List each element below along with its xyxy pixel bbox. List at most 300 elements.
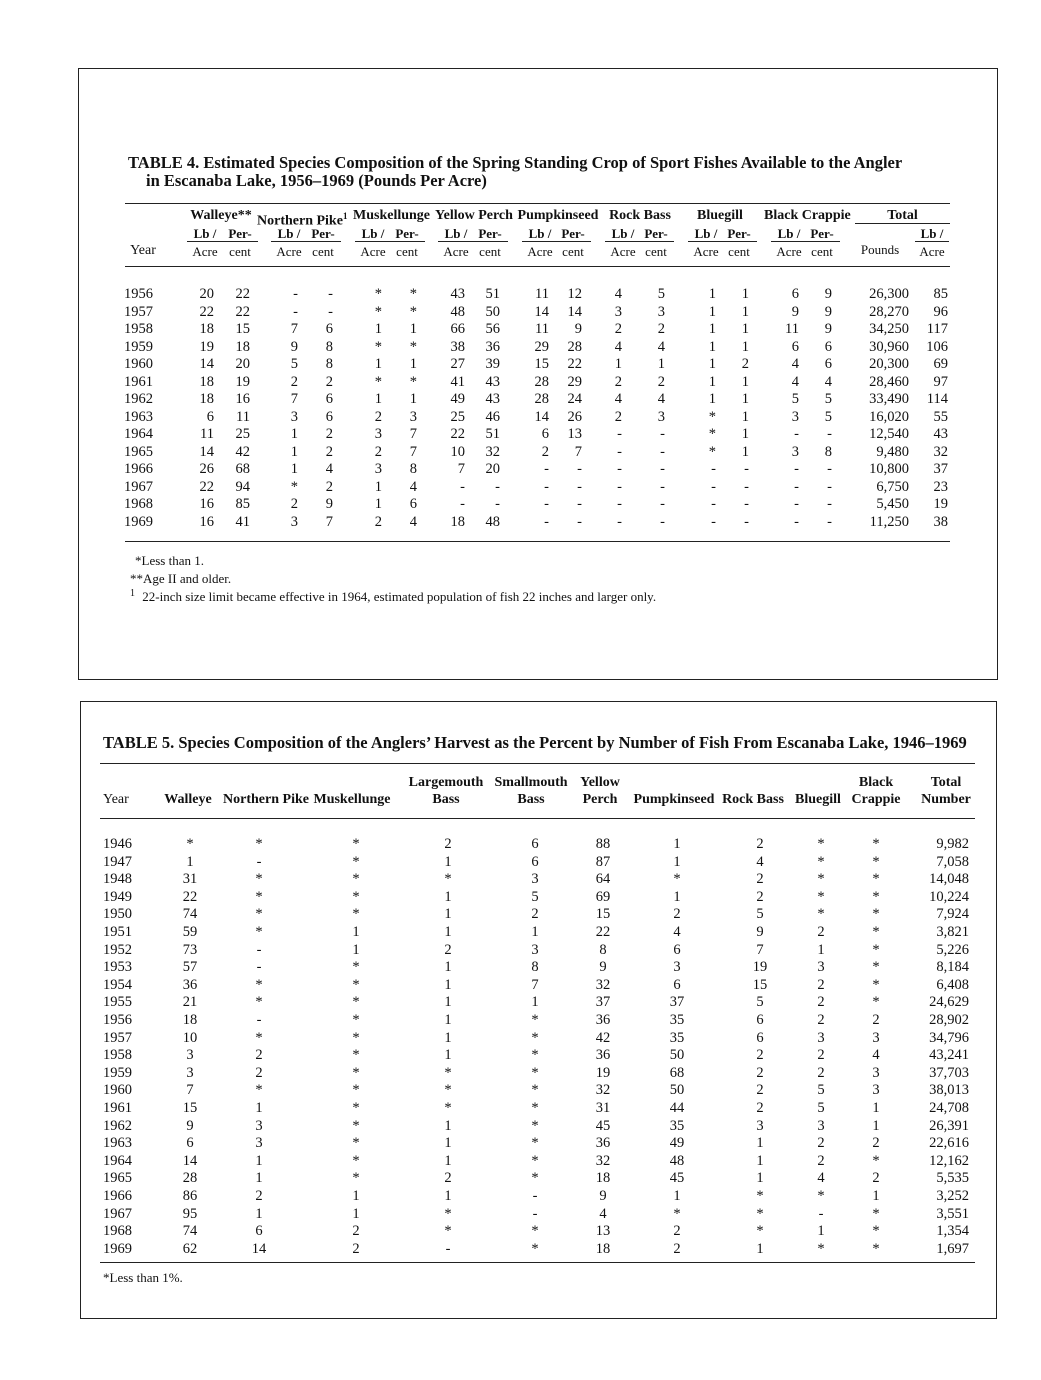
table5-value-cell: 18 (182, 1012, 198, 1028)
table5-value-cell: * (444, 1064, 452, 1081)
table5-year-cell: 1947 (103, 853, 132, 870)
table4-value-cell: 5 (791, 391, 799, 407)
table4-value-cell: - (794, 496, 799, 512)
table5-value-cell: 1 (673, 836, 681, 852)
table4-value-cell: 6 (325, 391, 333, 407)
table4-value-cell: 22 (235, 286, 250, 302)
table5-value-cell: 5 (817, 1082, 825, 1099)
table5-value-cell: * (352, 1135, 360, 1152)
table5-value-cell: 1 (444, 888, 452, 905)
table4-value-cell: 9 (325, 496, 333, 512)
table4-value-cell: 1 (741, 426, 749, 442)
table4-value-cell: 43 (485, 373, 500, 390)
table4-value-cell: 97 (933, 373, 948, 390)
table5-value-cell: 64 (595, 871, 611, 888)
table4-value-cell: 2 (325, 426, 333, 442)
table5-total-cell: 28,902 (929, 1012, 969, 1028)
table4-year-cell: 1961 (124, 373, 153, 390)
table5-value-cell: * (872, 1223, 880, 1240)
table4-value-cell: 1 (741, 286, 749, 302)
table5-value-cell: 1 (255, 1152, 263, 1169)
table5-year-cell: 1963 (103, 1135, 132, 1152)
table4-value-cell: 22 (567, 356, 582, 372)
table5-year-cell: 1946 (103, 836, 132, 852)
table4-value-cell: 2 (374, 513, 382, 530)
lb-acre-header-bottom: Acre (693, 244, 719, 259)
table5-value-cell: * (352, 1029, 360, 1046)
table5-value-cell: 3 (817, 1029, 825, 1046)
table5-total-cell: 5,226 (936, 941, 969, 958)
table4-value-cell: 3 (290, 408, 298, 425)
table4-value-cell: 4 (791, 356, 799, 372)
table5-value-cell: 5 (817, 1100, 825, 1116)
lb-acre-header-top: Lb / (522, 227, 558, 242)
table4-value-cell: 94 (235, 478, 250, 495)
table5-value-cell: 3 (186, 1064, 194, 1081)
table5-value-cell: 2 (444, 1170, 452, 1187)
table4-value-cell: - (660, 426, 665, 442)
table5-column-header-bottom: Crappie (851, 792, 901, 807)
table5-value-cell: * (872, 1152, 880, 1169)
table5-value-cell: 57 (182, 959, 198, 976)
table4-species-header: Bluegill (697, 208, 743, 223)
table4-value-cell: 6 (325, 408, 333, 425)
table5-value-cell: 14 (182, 1152, 198, 1169)
table5-column-header-top: Yellow (580, 775, 620, 790)
table5-value-cell: * (352, 853, 360, 870)
table5-value-cell: * (352, 1064, 360, 1081)
table4-value-cell: - (660, 496, 665, 512)
table5-value-cell: * (817, 871, 825, 888)
table5-total-cell: 43,241 (929, 1047, 969, 1064)
table4-value-cell: - (660, 513, 665, 530)
table4-value-cell: 8 (824, 443, 832, 460)
table5-total-cell: 38,013 (929, 1082, 969, 1099)
table5-column-header: Rock Bass (722, 792, 784, 807)
table4-value-cell: 26 (199, 461, 214, 477)
table4-value-cell: 1 (374, 356, 382, 372)
table4-value-cell: 3 (657, 408, 665, 425)
table5-value-cell: 1 (255, 1205, 263, 1222)
table5-value-cell: 4 (817, 1170, 825, 1187)
table5-value-cell: 62 (182, 1240, 198, 1257)
table5-value-cell: 6 (255, 1223, 263, 1240)
table5-value-cell: 1 (756, 1240, 764, 1257)
table5-column-header: Northern Pike (223, 792, 309, 807)
table4-value-cell: 14 (199, 356, 214, 372)
table4-value-cell: 1 (614, 356, 622, 372)
table5-value-cell: * (872, 976, 880, 993)
table4-value-cell: 2 (614, 373, 622, 390)
table4-year-cell: 1957 (124, 303, 153, 320)
table5-total-cell: 24,629 (929, 994, 969, 1011)
table4-value-cell: 49 (450, 391, 465, 407)
table5-value-cell: 1 (255, 1170, 263, 1187)
table4-value-cell: 56 (485, 321, 500, 337)
table4-value-cell: - (577, 513, 582, 530)
table4-value-cell: - (544, 461, 549, 477)
table5-year-cell: 1964 (103, 1152, 132, 1169)
table5-year-cell: 1955 (103, 994, 132, 1011)
table5-value-cell: 36 (595, 1047, 611, 1064)
table4-value-cell: 2 (614, 408, 622, 425)
table4-value-cell: 4 (791, 373, 799, 390)
table4-value-cell: 38 (450, 338, 465, 355)
table4-value-cell: 30,960 (869, 338, 909, 355)
table4-value-cell: - (827, 496, 832, 512)
table4-value-cell: 4 (657, 391, 665, 407)
table5-value-cell: 1 (756, 1152, 764, 1169)
table4-value-cell: 26 (567, 408, 582, 425)
table5-column-header: Walleye (164, 792, 212, 807)
table4-value-cell: - (794, 461, 799, 477)
table4-value-cell: 3 (374, 426, 382, 442)
table5-value-cell: * (444, 1223, 452, 1240)
table4-value-cell: 51 (485, 286, 500, 302)
table4-value-cell: 20 (199, 286, 214, 302)
table5-year-cell: 1966 (103, 1188, 132, 1204)
table4-value-cell: 2 (374, 408, 382, 425)
table5-footnote: *Less than 1%. (103, 1270, 183, 1285)
table4-value-cell: 85 (933, 286, 948, 302)
table5-value-cell: 4 (599, 1205, 607, 1222)
table4-value-cell: 2 (325, 443, 333, 460)
table4-value-cell: 6 (824, 338, 832, 355)
table5-value-cell: 19 (752, 959, 768, 976)
table5-value-cell: * (531, 1100, 539, 1116)
table5-total-cell: 14,048 (929, 871, 969, 888)
table5-value-cell: * (531, 1082, 539, 1099)
table5-value-cell: * (673, 1205, 681, 1222)
table5-year-cell: 1965 (103, 1170, 132, 1187)
table5-value-cell: 37 (669, 994, 685, 1011)
table4-value-cell: 5 (824, 408, 832, 425)
table5-value-cell: * (673, 871, 681, 888)
table4-value-cell: 51 (485, 426, 500, 442)
table4-value-cell: 10,800 (869, 461, 909, 477)
table5-value-cell: 32 (595, 1082, 611, 1099)
table5-value-cell: 88 (595, 836, 611, 852)
table5-value-cell: 6 (673, 976, 681, 993)
table5-value-cell: 2 (255, 1047, 263, 1064)
table4-value-cell: - (617, 513, 622, 530)
table5-value-cell: * (352, 959, 360, 976)
table5-value-cell: 2 (872, 1012, 880, 1028)
table5-value-cell: 2 (352, 1223, 360, 1240)
table5-value-cell: 32 (595, 976, 611, 993)
percent-header-top: Per- (555, 227, 591, 242)
table5-year-cell: 1968 (103, 1223, 132, 1240)
table4-value-cell: 25 (235, 426, 250, 442)
table4-value-cell: 32 (933, 443, 948, 460)
table4-value-cell: 20 (235, 356, 250, 372)
table5-value-cell: 1 (444, 853, 452, 870)
table4-value-cell: 2 (374, 443, 382, 460)
table4-value-cell: 39 (485, 356, 500, 372)
table5-value-cell: 5 (531, 888, 539, 905)
table4-value-cell: - (577, 496, 582, 512)
table5-total-cell: 1,354 (936, 1223, 969, 1240)
table4-value-cell: 1 (708, 391, 716, 407)
total-lb-header-bottom: Acre (919, 244, 945, 259)
table5-value-cell: 1 (444, 1152, 452, 1169)
table4-value-cell: 48 (450, 303, 465, 320)
table4-value-cell: 9 (290, 338, 298, 355)
table4-value-cell: - (744, 478, 749, 495)
table4-year-cell: 1967 (124, 478, 153, 495)
table4-value-cell: 11 (236, 408, 250, 425)
table5-total-cell: 34,796 (929, 1029, 969, 1046)
table5-value-cell: * (531, 1029, 539, 1046)
table4-value-cell: * (374, 286, 382, 302)
table4-value-cell: 18 (450, 513, 465, 530)
table4-species-header: Pumpkinseed (517, 208, 599, 223)
table4-value-cell: 1 (708, 338, 716, 355)
table4-value-cell: - (460, 478, 465, 495)
table5-value-cell: 1 (255, 1100, 263, 1116)
table5-value-cell: * (352, 871, 360, 888)
table4-value-cell: 8 (325, 338, 333, 355)
table4-species-header: Black Crappie (764, 208, 851, 223)
table4-year-cell: 1968 (124, 496, 153, 512)
table4-value-cell: 13 (567, 426, 582, 442)
table5-value-cell: 45 (595, 1117, 611, 1134)
table5-value-cell: 4 (872, 1047, 880, 1064)
lb-acre-header-top: Lb / (688, 227, 724, 242)
lb-acre-header-top: Lb / (605, 227, 641, 242)
table5-value-cell: * (255, 888, 263, 905)
table5-value-cell: 50 (669, 1082, 685, 1099)
table4-value-cell: 4 (657, 338, 665, 355)
table4-value-cell: 6 (409, 496, 417, 512)
table4-value-cell: 11 (785, 321, 799, 337)
table5-value-cell: * (872, 836, 880, 852)
table4-value-cell: * (374, 303, 382, 320)
table4-value-cell: 117 (926, 321, 948, 337)
pike-superscript: 1 (342, 211, 348, 221)
lb-acre-header-top: Lb / (355, 227, 391, 242)
table4-value-cell: 4 (614, 338, 622, 355)
table5-value-cell: 3 (872, 1029, 880, 1046)
table5-value-cell: 1 (673, 1188, 681, 1204)
lb-acre-header-bottom: Acre (443, 244, 469, 259)
table4-value-cell: - (617, 461, 622, 477)
table5-value-cell: * (352, 1170, 360, 1187)
table4-value-cell: * (374, 373, 382, 390)
table4-value-cell: - (544, 513, 549, 530)
table4-value-cell: 6 (541, 426, 549, 442)
table5-value-cell: * (352, 1100, 360, 1116)
table5-value-cell: 8 (599, 941, 607, 958)
table5-value-cell: 1 (531, 924, 539, 940)
table5-value-cell: 1 (673, 853, 681, 870)
table4-value-cell: - (328, 286, 333, 302)
table5-value-cell: * (255, 906, 263, 923)
table5-top-rule (100, 763, 975, 764)
table5-title: TABLE 5. Species Composition of the Anglers’ Harvest as the Percent by Number of Fish From Escanaba Lake, 1946–1969 (103, 733, 967, 752)
table5-value-cell: * (872, 906, 880, 923)
lb-acre-header-top: Lb / (187, 227, 223, 242)
table5-value-cell: 6 (673, 941, 681, 958)
table5-value-cell: * (531, 1223, 539, 1240)
table5-value-cell: * (352, 906, 360, 923)
table5-total-cell: 5,535 (936, 1170, 969, 1187)
table4-year-cell: 1958 (124, 321, 153, 337)
table5-value-cell: 69 (595, 888, 611, 905)
table5-value-cell: 1 (673, 888, 681, 905)
table5-value-cell: 3 (817, 1117, 825, 1134)
table5-value-cell: * (255, 1029, 263, 1046)
table4-value-cell: 1 (290, 426, 298, 442)
table4-value-cell: 1 (741, 303, 749, 320)
table4-value-cell: 4 (409, 513, 417, 530)
table5-value-cell: 9 (599, 959, 607, 976)
table4-value-cell: 1 (741, 338, 749, 355)
table5-value-cell: 1 (352, 1188, 360, 1204)
table5-value-cell: * (255, 994, 263, 1011)
table5-value-cell: * (872, 941, 880, 958)
table4-value-cell: * (374, 338, 382, 355)
table5-value-cell: 3 (673, 959, 681, 976)
table5-year-cell: 1959 (103, 1064, 132, 1081)
table5-value-cell: * (352, 976, 360, 993)
table4-value-cell: 23 (933, 478, 948, 495)
table4-value-cell: 41 (450, 373, 465, 390)
table5-column-header-bottom: Number (921, 792, 971, 807)
table4-value-cell: 6 (791, 286, 799, 302)
table4-value-cell: 1 (374, 478, 382, 495)
table4-value-cell: 48 (485, 513, 500, 530)
table4-value-cell: 43 (933, 426, 948, 442)
table5-value-cell: 2 (673, 1223, 681, 1240)
table4-value-cell: 96 (933, 303, 948, 320)
table5-value-cell: 2 (872, 1170, 880, 1187)
table5-value-cell: 1 (872, 1188, 880, 1204)
table4-value-cell: 4 (409, 478, 417, 495)
table5-value-cell: 31 (182, 871, 198, 888)
table5-total-cell: 3,252 (936, 1188, 969, 1204)
table4-value-cell: 9 (574, 321, 582, 337)
table4-value-cell: 3 (374, 461, 382, 477)
table5-total-cell: 3,821 (936, 924, 969, 940)
table4-value-cell: * (708, 426, 716, 442)
table4-value-cell: 18 (235, 338, 250, 355)
table5-value-cell: 2 (817, 1012, 825, 1028)
table4-footnote-3 (130, 588, 656, 605)
table4-value-cell: 37 (933, 461, 948, 477)
table5-value-cell: * (255, 871, 263, 888)
table5-value-cell: * (872, 1205, 880, 1222)
table5-value-cell: * (531, 1012, 539, 1028)
table4-value-cell: 1 (409, 356, 417, 372)
table4-value-cell: - (827, 426, 832, 442)
table5-value-cell: 18 (595, 1240, 611, 1257)
table5-value-cell: 45 (669, 1170, 685, 1187)
table4-value-cell: 46 (485, 408, 500, 425)
table5-year-cell: 1957 (103, 1029, 132, 1046)
table5-column-header-bottom: Perch (582, 792, 618, 807)
table4-value-cell: - (794, 426, 799, 442)
table5-value-cell: * (872, 959, 880, 976)
table5-total-cell: 26,391 (929, 1117, 969, 1134)
table5-value-cell: 2 (756, 1082, 764, 1099)
table4-value-cell: 14 (534, 303, 549, 320)
percent-header-top: Per- (721, 227, 757, 242)
table4-value-cell: 3 (657, 303, 665, 320)
table5-column-header-top: Smallmouth (494, 775, 568, 790)
table4-value-cell: 55 (933, 408, 948, 425)
table4-value-cell: * (409, 303, 417, 320)
table4-value-cell: 11,250 (869, 513, 909, 530)
table5-year-cell: 1958 (103, 1047, 132, 1064)
lb-acre-header-top: Lb / (271, 227, 307, 242)
table4-value-cell: 3 (791, 443, 799, 460)
table5-value-cell: 2 (756, 888, 764, 905)
table5-value-cell: 2 (817, 924, 825, 940)
table5-value-cell: 21 (182, 994, 198, 1011)
lb-acre-header-top: Lb / (771, 227, 807, 242)
table4-value-cell: 9 (824, 286, 832, 302)
table4-value-cell: 3 (791, 408, 799, 425)
table5-column-header: Bluegill (795, 792, 841, 807)
table5-value-cell: 4 (673, 924, 681, 940)
table4-value-cell: 8 (325, 356, 333, 372)
table4-value-cell: 43 (485, 391, 500, 407)
table5-value-cell: - (532, 1205, 538, 1222)
table4-value-cell: - (827, 513, 832, 530)
table4-value-cell: 14 (534, 408, 549, 425)
table5-value-cell: 7 (186, 1082, 194, 1099)
table5-year-cell: 1952 (103, 941, 132, 958)
table5-value-cell: * (352, 1152, 360, 1169)
table4-value-cell: 19 (933, 496, 948, 512)
table4-value-cell: 34,250 (869, 321, 909, 337)
table5-value-cell: * (444, 1082, 452, 1099)
table5-value-cell: 36 (595, 1135, 611, 1152)
table5-value-cell: 9 (599, 1188, 607, 1204)
table5-value-cell: * (872, 994, 880, 1011)
table4-value-cell: - (544, 496, 549, 512)
table4-value-cell: 1 (741, 321, 749, 337)
table4-species-header: Rock Bass (609, 208, 671, 223)
table5-value-cell: 3 (255, 1135, 263, 1152)
table5-value-cell: - (256, 941, 262, 958)
table5-value-cell: 2 (872, 1135, 880, 1152)
table5-value-cell: 15 (752, 976, 768, 993)
table4-value-cell: 24 (567, 391, 582, 407)
table4-value-cell: 4 (325, 461, 333, 477)
table5-total-cell: 8,184 (936, 959, 969, 976)
lb-acre-header-top: Lb / (438, 227, 474, 242)
table4-value-cell: 1 (708, 373, 716, 390)
table5-value-cell: * (872, 888, 880, 905)
table5-value-cell: 6 (756, 1029, 764, 1046)
table4-value-cell: 1 (741, 408, 749, 425)
table5-total-cell: 37,703 (929, 1064, 969, 1081)
table4-value-cell: 15 (534, 356, 549, 372)
table4-value-cell: * (708, 443, 716, 460)
table4-value-cell: - (617, 478, 622, 495)
table4-value-cell: 16 (235, 391, 250, 407)
table5-value-cell: 35 (669, 1117, 685, 1134)
table5-value-cell: 87 (595, 853, 611, 870)
table5-value-cell: 3 (756, 1117, 764, 1134)
table4-species-header: Northern Pike$^1$ (257, 211, 348, 229)
lb-acre-header-bottom: Acre (527, 244, 553, 259)
table4-total-header: Total (855, 209, 950, 224)
table5-value-cell: * (872, 853, 880, 870)
table5-value-cell: 2 (817, 976, 825, 993)
